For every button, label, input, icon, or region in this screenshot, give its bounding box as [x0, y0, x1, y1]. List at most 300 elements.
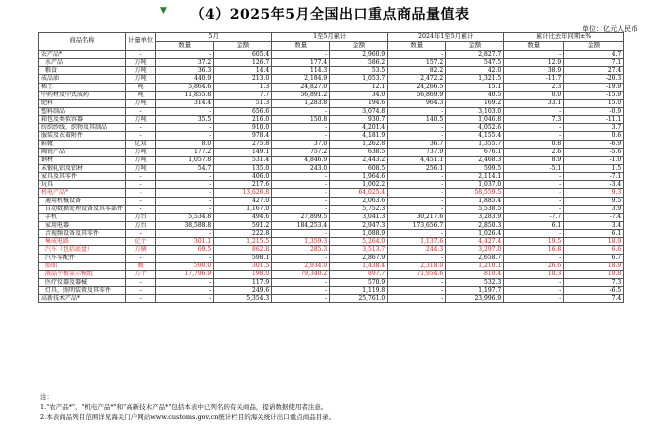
cell-value: 5,864.6 [156, 83, 214, 91]
cell-value: 33.1 [504, 99, 564, 107]
cell-value: 964.3 [388, 99, 446, 107]
cell-value: 4,201.4 [330, 124, 388, 132]
cell-unit: 万吨 [126, 148, 156, 156]
cell-value: 7.3 [504, 116, 564, 124]
cell-value: 656.6 [214, 107, 272, 115]
cell-value: 608.5 [330, 164, 388, 172]
cell-commodity-name: 塑料制品 [39, 107, 126, 115]
cell-value: 7.4 [564, 295, 624, 303]
cell-value: - [272, 287, 330, 295]
cell-value: 1,964.6 [330, 173, 388, 181]
cell-value: 285.3 [272, 246, 330, 254]
cell-value: 4.7 [564, 51, 624, 59]
cell-value: 10.8 [564, 270, 624, 278]
unit-note: 单位：亿元人民币 [582, 25, 638, 33]
cell-unit: - [126, 51, 156, 59]
cell-unit: 万吨 [126, 59, 156, 67]
cell-commodity-name: 陶瓷产品 [39, 148, 126, 156]
cell-value: 38.9 [504, 67, 564, 75]
cell-value: 12.1 [330, 83, 388, 91]
table-row [39, 67, 624, 75]
header-sub: 数量 [272, 42, 330, 51]
cell-value: 638.5 [330, 148, 388, 156]
footer-note-1: 1."农产品*"、"机电产品*"和"高新技术产品*"包括本表中已列名的有关商品，提请数据使用者注意。 [40, 403, 328, 411]
cell-unit: 万台 [126, 213, 156, 221]
cell-value: 2,318.0 [388, 262, 446, 270]
cell-commodity-name: 箱包及类似容器 [39, 116, 126, 124]
cell-value: 1.3 [214, 83, 272, 91]
cell-value: - [388, 197, 446, 205]
cell-commodity-name: 高新技术产品* [39, 295, 126, 303]
cell-value: - [388, 173, 446, 181]
cell-value: 114.3 [272, 67, 330, 75]
cell-value: 16.8 [504, 246, 564, 254]
cell-value: 12.9 [504, 59, 564, 67]
cell-value: 2,960.9 [330, 51, 388, 59]
cell-unit: - [126, 181, 156, 189]
cell-value: 140.5 [388, 116, 446, 124]
cell-value: 3,283.9 [446, 213, 504, 221]
cell-value: 69.5 [156, 246, 214, 254]
cell-unit: 艘 [126, 262, 156, 270]
cell-value: - [388, 51, 446, 59]
cell-value: 7.7 [214, 91, 272, 99]
cell-unit: 万吨 [126, 67, 156, 75]
cell-commodity-name: 集成电路 [39, 238, 126, 246]
cell-unit: - [126, 173, 156, 181]
cell-value: 930.7 [330, 116, 388, 124]
cell-commodity-name: 中药材及中式成药 [39, 91, 126, 99]
cell-unit: - [126, 189, 156, 197]
table-body [39, 51, 624, 303]
header-row-groups [39, 33, 624, 42]
cell-value: 2,934.0 [272, 262, 330, 270]
cell-value: - [504, 278, 564, 286]
cell-value: - [156, 107, 214, 115]
cell-value: - [504, 189, 564, 197]
cell-value: 26.6 [504, 262, 564, 270]
cell-commodity-name: 汽车零配件 [39, 254, 126, 262]
table-row [39, 173, 624, 181]
cell-value: 3,074.8 [330, 107, 388, 115]
cell-value: - [504, 287, 564, 295]
cell-value: 7.3 [564, 278, 624, 286]
cell-unit: - [126, 205, 156, 213]
header-sub: 金额 [564, 42, 624, 51]
cell-value: - [388, 230, 446, 238]
cell-value: - [272, 51, 330, 59]
cell-commodity-name: 钢材 [39, 156, 126, 164]
cell-value: 56,869.9 [388, 91, 446, 99]
cell-unit: 亿个 [126, 238, 156, 246]
cell-value: -5.1 [504, 164, 564, 172]
table-row [39, 140, 624, 148]
table-row [39, 254, 624, 262]
cell-value: - [272, 132, 330, 140]
table-row [39, 59, 624, 67]
cell-commodity-name: 服装及衣着附件 [39, 132, 126, 140]
cell-unit: 万辆 [126, 246, 156, 254]
cell-value: 8.9 [504, 156, 564, 164]
cell-value: 42.0 [446, 67, 504, 75]
cell-value: - [156, 51, 214, 59]
cell-unit: 万吨 [126, 75, 156, 83]
cell-value: 222.8 [214, 230, 272, 238]
cell-value: 27.4 [564, 67, 624, 75]
cell-value: 2,827.7 [446, 51, 504, 59]
cell-value: 591.2 [214, 221, 272, 229]
cell-value: 18.9 [564, 262, 624, 270]
table-row [39, 295, 624, 303]
cell-value: 531.4 [214, 156, 272, 164]
cell-value: 570.9 [330, 278, 388, 286]
cell-value: 6.1 [564, 230, 624, 238]
cell-value: 194.6 [330, 99, 388, 107]
table-row [39, 107, 624, 115]
cell-value: 301.1 [156, 238, 214, 246]
cell-value: 3,103.0 [446, 107, 504, 115]
cell-value: 1,037.0 [446, 181, 504, 189]
cell-commodity-name: 成品油 [39, 75, 126, 83]
cell-value: 440.9 [156, 75, 214, 83]
cell-value: - [388, 124, 446, 132]
cell-value: - [388, 295, 446, 303]
cell-value: -15.9 [564, 91, 624, 99]
cell-value: 216.0 [214, 116, 272, 124]
cell-value: 3,041.3 [330, 213, 388, 221]
table-row [39, 116, 624, 124]
cell-value: - [272, 107, 330, 115]
cell-value: 243.0 [272, 164, 330, 172]
cell-unit: - [126, 278, 156, 286]
cell-commodity-name: 汽车（包括底盘） [39, 246, 126, 254]
cell-value: - [272, 295, 330, 303]
cell-commodity-name: 玩具 [39, 181, 126, 189]
cell-value: - [504, 197, 564, 205]
table-row [39, 164, 624, 172]
cell-value: 1,355.7 [446, 140, 504, 148]
cell-commodity-name: 医疗仪器及器械 [39, 278, 126, 286]
cell-value: 1,359.3 [272, 238, 330, 246]
cell-value: - [156, 230, 214, 238]
cell-value: - [388, 287, 446, 295]
cell-commodity-name: 通用机械设备 [39, 197, 126, 205]
cell-value: 1,321.5 [446, 75, 504, 83]
cell-value: 198.0 [214, 270, 272, 278]
cell-value: 605.4 [214, 51, 272, 59]
table-row [39, 213, 624, 221]
cell-value: -19.9 [564, 83, 624, 91]
cell-commodity-name: 家用电器 [39, 221, 126, 229]
cell-value: 314.4 [156, 99, 214, 107]
cell-value: - [156, 197, 214, 205]
cell-commodity-name: 农产品* [39, 51, 126, 59]
header-sub: 数量 [156, 42, 214, 51]
cell-value: - [504, 173, 564, 181]
cell-commodity-name: 稀土 [39, 83, 126, 91]
cell-value: 13,626.8 [214, 189, 272, 197]
cell-value: 0.8 [504, 140, 564, 148]
cell-value: 0.0 [504, 91, 564, 99]
cell-value: - [156, 278, 214, 286]
cell-value: -11.7 [504, 75, 564, 83]
cell-unit: - [126, 230, 156, 238]
cell-commodity-name: 自动数据处理设备及其零部件 [39, 205, 126, 213]
cell-value: 6.7 [564, 254, 624, 262]
cell-value: 51.3 [214, 99, 272, 107]
cell-value: - [388, 107, 446, 115]
cell-value: 4,451.1 [388, 156, 446, 164]
cell-unit: 万吨 [126, 164, 156, 172]
cell-value: 427.0 [214, 197, 272, 205]
cell-commodity-name: 船舶 [39, 262, 126, 270]
cell-value: - [272, 181, 330, 189]
cell-commodity-name: 粮食 [39, 67, 126, 75]
cell-value: 3.9 [564, 205, 624, 213]
cell-value: 4,181.9 [330, 132, 388, 140]
cell-value: 897.7 [330, 270, 388, 278]
cell-value: -7.4 [564, 213, 624, 221]
table-row [39, 221, 624, 229]
cell-value: 173,656.7 [388, 221, 446, 229]
cell-value: 301.5 [214, 262, 272, 270]
cell-unit: 亿双 [126, 140, 156, 148]
cell-value: 5,264.0 [330, 238, 388, 246]
table-row [39, 246, 624, 254]
cell-value: 406.0 [214, 173, 272, 181]
cell-value: -6.9 [564, 140, 624, 148]
cell-value: 5,534.8 [156, 213, 214, 221]
cell-value: 82.2 [388, 67, 446, 75]
cell-unit: 万吨 [126, 116, 156, 124]
cell-value: - [388, 278, 446, 286]
cell-value: 862.8 [214, 246, 272, 254]
cell-value: 4,155.4 [446, 132, 504, 140]
cell-value: 9.5 [564, 197, 624, 205]
table-row [39, 205, 624, 213]
table-row [39, 156, 624, 164]
cell-value: 2,114.1 [446, 173, 504, 181]
cell-value: 676.1 [446, 148, 504, 156]
cell-value: -20.3 [564, 75, 624, 83]
cell-value: -1.0 [564, 156, 624, 164]
table-row [39, 181, 624, 189]
cell-value: 2,658.7 [446, 254, 504, 262]
cell-unit: 吨 [126, 83, 156, 91]
footer-label: 注： [40, 393, 53, 401]
cell-value: 1,137.6 [388, 238, 446, 246]
cell-value: 4,052.6 [446, 124, 504, 132]
cell-value: 244.3 [388, 246, 446, 254]
cell-commodity-name: 鞋靴 [39, 140, 126, 148]
cell-commodity-name: 家具及其零件 [39, 173, 126, 181]
header-group: 5月 [156, 33, 272, 42]
cell-unit: - [126, 197, 156, 205]
cell-value: 1,026.4 [446, 230, 504, 238]
cell-value: 3.4 [564, 221, 624, 229]
cell-value: 71,954.6 [388, 270, 446, 278]
cell-unit: - [126, 132, 156, 140]
cell-value: 547.5 [446, 59, 504, 67]
cell-value: 2,063.6 [330, 197, 388, 205]
cell-value: 14.4 [214, 67, 272, 75]
cell-value: 30,217.6 [388, 213, 446, 221]
cell-value: - [156, 295, 214, 303]
cell-value: 6.6 [564, 246, 624, 254]
cell-value: 4,846.9 [272, 156, 330, 164]
cell-value: 4,427.4 [446, 238, 504, 246]
cell-value: 1,885.4 [446, 197, 504, 205]
header-group: 累计比去年同期±% [504, 33, 624, 42]
cell-value: - [388, 132, 446, 140]
filter-marker-icon: ▼ [160, 6, 167, 16]
cell-value: 5,354.3 [214, 295, 272, 303]
header-name: 商品名称 [39, 33, 126, 51]
cell-value: - [272, 205, 330, 213]
cell-value: 3.7 [564, 124, 624, 132]
cell-value: 23,996.9 [446, 295, 504, 303]
cell-value: -0.9 [564, 107, 624, 115]
cell-value: - [272, 189, 330, 197]
cell-value: 1,197.7 [446, 287, 504, 295]
cell-value: 126.7 [214, 59, 272, 67]
table-row [39, 287, 624, 295]
header-sub: 金额 [330, 42, 388, 51]
cell-commodity-name: 水产品 [39, 59, 126, 67]
cell-value: 1,046.8 [446, 116, 504, 124]
cell-value: - [504, 181, 564, 189]
cell-value: 1,119.8 [330, 287, 388, 295]
cell-value: - [388, 189, 446, 197]
cell-value: 494.6 [214, 213, 272, 221]
header-group: 1至5月累计 [272, 33, 388, 42]
cell-unit: 吨 [126, 91, 156, 99]
cell-value: -7.7 [504, 213, 564, 221]
cell-value: 3,297.0 [446, 246, 504, 254]
cell-commodity-name: 灯具、照明装置及其零件 [39, 287, 126, 295]
cell-value: 5,538.5 [446, 205, 504, 213]
cell-value: 169.2 [446, 99, 504, 107]
cell-value: - [504, 132, 564, 140]
cell-value: 8.0 [156, 140, 214, 148]
cell-value: -6.5 [564, 287, 624, 295]
header-sub: 数量 [388, 42, 446, 51]
cell-value: - [156, 205, 214, 213]
cell-value: - [504, 124, 564, 132]
cell-value: 184,253.4 [272, 221, 330, 229]
cell-value: - [504, 254, 564, 262]
cell-value: 24,827.0 [272, 83, 330, 91]
cell-value: 2,184.9 [272, 75, 330, 83]
cell-value: 17,796.9 [156, 270, 214, 278]
cell-commodity-name: 肥料 [39, 99, 126, 107]
cell-value: 40.5 [446, 91, 504, 99]
cell-value: - [504, 230, 564, 238]
cell-value: 54.7 [156, 164, 214, 172]
cell-value: 598.1 [214, 254, 272, 262]
cell-unit: 万吨 [126, 99, 156, 107]
cell-commodity-name: 音视频设备及其零件 [39, 230, 126, 238]
cell-unit: - [126, 124, 156, 132]
cell-commodity-name: 机电产品* [39, 189, 126, 197]
cell-value: - [156, 124, 214, 132]
cell-value: 53.5 [330, 67, 388, 75]
table-row [39, 91, 624, 99]
page-title: （4）2025年5月全国出口重点商品量值表 [190, 7, 470, 23]
cell-value: 5,752.3 [330, 205, 388, 213]
cell-value: 79,340.2 [272, 270, 330, 278]
cell-value: 10.3 [504, 270, 564, 278]
cell-value: 9.3 [564, 189, 624, 197]
cell-commodity-name: 手机 [39, 213, 126, 221]
table-row [39, 132, 624, 140]
header-sub: 数量 [504, 42, 564, 51]
cell-unit: 万台 [126, 221, 156, 229]
cell-value: -7.1 [564, 173, 624, 181]
cell-unit: - [126, 254, 156, 262]
cell-value: 599.5 [446, 164, 504, 172]
cell-value: 15.0 [564, 99, 624, 107]
cell-value: - [388, 254, 446, 262]
cell-value: 7.1 [564, 59, 624, 67]
cell-value: - [156, 254, 214, 262]
cell-value: 19.5 [504, 238, 564, 246]
cell-value: 25,761.0 [330, 295, 388, 303]
cell-value: 757.2 [272, 148, 330, 156]
cell-value: 1,438.4 [330, 262, 388, 270]
cell-value: 910.0 [214, 124, 272, 132]
cell-value: 978.4 [214, 132, 272, 140]
cell-value: 1,283.8 [272, 99, 330, 107]
cell-value: 249.6 [214, 287, 272, 295]
cell-value: 1,002.2 [330, 181, 388, 189]
cell-value: 18.9 [564, 238, 624, 246]
cell-value: 810.4 [446, 270, 504, 278]
cell-value: - [156, 189, 214, 197]
cell-value: 532.3 [446, 278, 504, 286]
cell-value: 36.7 [388, 140, 446, 148]
header-sub: 金额 [214, 42, 272, 51]
cell-value: - [388, 205, 446, 213]
cell-value: - [504, 107, 564, 115]
cell-value: 56,891.2 [272, 91, 330, 99]
table-row [39, 278, 624, 286]
cell-value: - [156, 287, 214, 295]
export-table [38, 32, 624, 303]
cell-value: 15.1 [446, 83, 504, 91]
cell-value: 2,443.2 [330, 156, 388, 164]
table-row [39, 75, 624, 83]
cell-value: 1,088.9 [330, 230, 388, 238]
table-row [39, 197, 624, 205]
header-unit: 计量单位 [126, 33, 156, 51]
cell-value: - [504, 295, 564, 303]
cell-value: 1,057.8 [156, 156, 214, 164]
cell-value: 1,167.0 [214, 205, 272, 213]
cell-value: 1.5 [564, 164, 624, 172]
cell-value: -3.4 [564, 181, 624, 189]
cell-value: 2,947.3 [330, 221, 388, 229]
cell-unit: 万个 [126, 270, 156, 278]
cell-value: 37.2 [156, 59, 214, 67]
cell-value: 1,262.8 [330, 140, 388, 148]
table-row [39, 189, 624, 197]
cell-value: -11.1 [564, 116, 624, 124]
cell-value: 150.8 [272, 116, 330, 124]
cell-value: 6.1 [504, 221, 564, 229]
cell-value: -5.6 [564, 148, 624, 156]
cell-value: 177.4 [272, 59, 330, 67]
